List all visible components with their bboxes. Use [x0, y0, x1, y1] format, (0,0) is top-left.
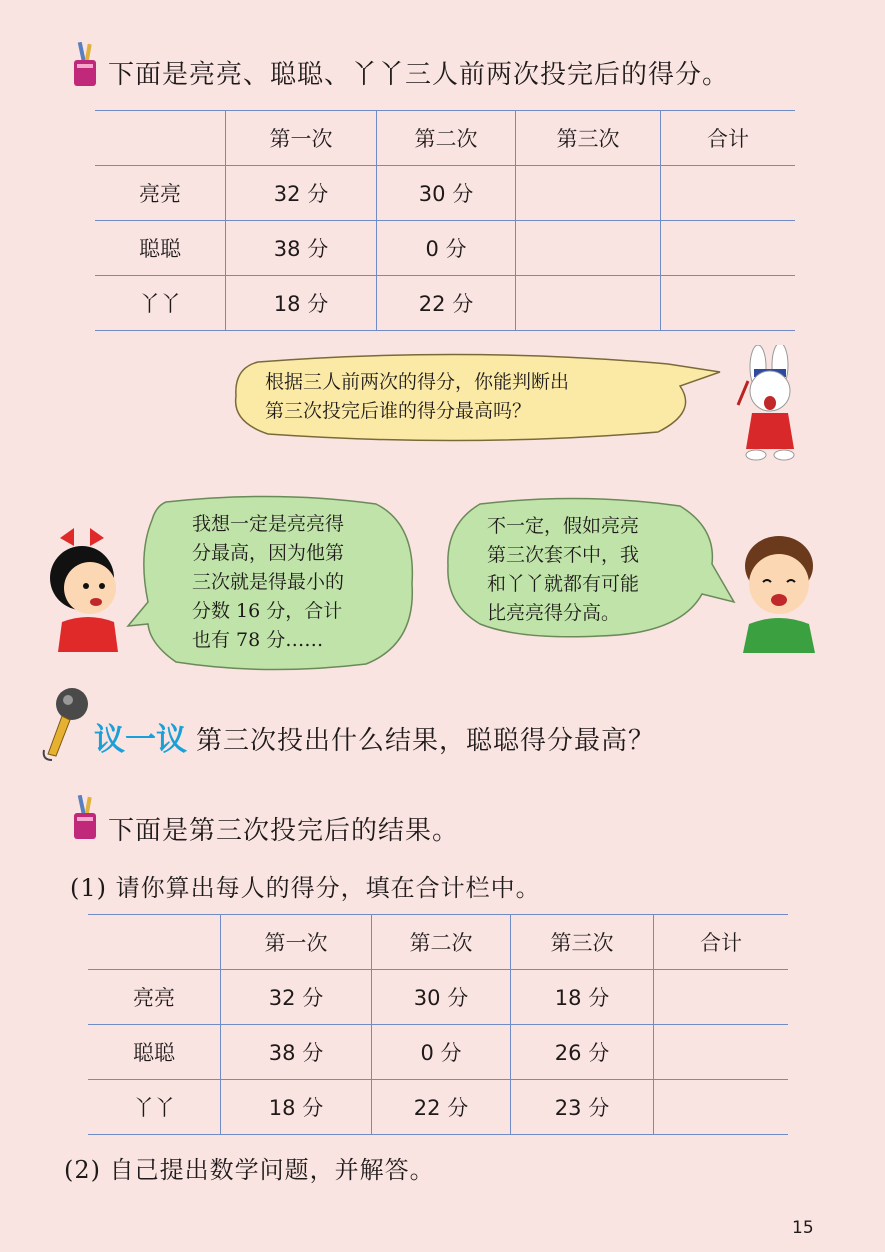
row-name: 亮亮: [95, 166, 226, 221]
table-row: [95, 276, 795, 331]
table-row: [95, 221, 795, 276]
row-name: 聪聪: [88, 1025, 221, 1080]
table-row: [95, 166, 795, 221]
row-name: 亮亮: [88, 970, 221, 1025]
header-cell: 合计: [661, 111, 796, 166]
girl-bubble-line: 我想一定是亮亮得: [192, 513, 345, 535]
girl-bubble-line: 分最高，因为他第: [192, 542, 345, 564]
score-table-2: [88, 914, 788, 1135]
total-cell[interactable]: [654, 970, 789, 1025]
rabbit-bubble-line1: 根据三人前两次的得分，你能判断出: [265, 371, 570, 393]
header-cell: 第一次: [226, 111, 377, 166]
header-cell: 第三次: [516, 111, 661, 166]
section2-heading: 下面是第三次投完后的结果。: [108, 816, 460, 846]
header-cell: 合计: [654, 915, 789, 970]
total-cell[interactable]: [661, 276, 796, 331]
boy-bubble-line: 和丫丫就都有可能: [487, 573, 640, 595]
section1-heading: 下面是亮亮、聪聪、丫丫三人前两次投完后的得分。: [108, 60, 730, 90]
score-cell: 32 分: [221, 970, 372, 1025]
boy-bubble-text: [487, 512, 639, 628]
score-cell: 38 分: [221, 1025, 372, 1080]
score-table-1: [95, 110, 795, 331]
girl-character-icon: [40, 522, 130, 652]
score-cell: 26 分: [511, 1025, 654, 1080]
row-name: 丫丫: [95, 276, 226, 331]
question-2: (2) 自己提出数学问题，并解答。: [64, 1156, 435, 1184]
score-cell: 38 分: [226, 221, 377, 276]
girl-bubble-text: [192, 510, 344, 655]
table-header-row: [88, 915, 788, 970]
score-cell: 32 分: [226, 166, 377, 221]
score-cell: 23 分: [511, 1080, 654, 1135]
score-cell: 30 分: [372, 970, 511, 1025]
score-cell: 0 分: [372, 1025, 511, 1080]
boy-bubble-line: 第三次套不中，我: [487, 544, 640, 566]
score-cell: 22 分: [377, 276, 516, 331]
boy-character-icon: [735, 528, 825, 653]
score-cell: 22 分: [372, 1080, 511, 1135]
rabbit-teacher-icon: [728, 345, 808, 465]
table-header-row: [95, 111, 795, 166]
discuss-label: 议一议: [94, 722, 187, 758]
total-cell[interactable]: [661, 166, 796, 221]
score-cell: 18 分: [226, 276, 377, 331]
boy-bubble-line: 不一定，假如亮亮: [487, 515, 640, 537]
discuss-question: 第三次投出什么结果，聪聪得分最高？: [196, 726, 656, 756]
boy-bubble-line: 比亮亮得分高。: [487, 602, 621, 624]
girl-bubble-line: 三次就是得最小的: [192, 571, 345, 593]
rabbit-bubble-line2: 第三次投完后谁的得分最高吗？: [265, 400, 532, 422]
girl-bubble-line: 分数 16 分，合计: [192, 600, 343, 622]
blank-cell[interactable]: [516, 166, 661, 221]
header-cell: 第三次: [511, 915, 654, 970]
page-number: 15: [792, 1218, 814, 1238]
score-cell: 0 分: [377, 221, 516, 276]
blank-cell[interactable]: [516, 276, 661, 331]
row-name: 丫丫: [88, 1080, 221, 1135]
pencil-cup-icon: [70, 42, 102, 88]
table-row: [88, 970, 788, 1025]
microphone-icon: [40, 684, 96, 762]
score-cell: 18 分: [221, 1080, 372, 1135]
total-cell[interactable]: [661, 221, 796, 276]
table-row: [88, 1080, 788, 1135]
table-row: [88, 1025, 788, 1080]
header-cell: 第二次: [377, 111, 516, 166]
total-cell[interactable]: [654, 1025, 789, 1080]
girl-bubble-line: 也有 78 分……: [192, 629, 324, 651]
total-cell[interactable]: [654, 1080, 789, 1135]
pencil-cup-icon: [70, 795, 102, 841]
score-cell: 30 分: [377, 166, 516, 221]
header-cell: 第二次: [372, 915, 511, 970]
question-1: (1) 请你算出每人的得分，填在合计栏中。: [70, 874, 541, 902]
row-name: 聪聪: [95, 221, 226, 276]
blank-cell[interactable]: [516, 221, 661, 276]
score-cell: 18 分: [511, 970, 654, 1025]
header-cell: 第一次: [221, 915, 372, 970]
